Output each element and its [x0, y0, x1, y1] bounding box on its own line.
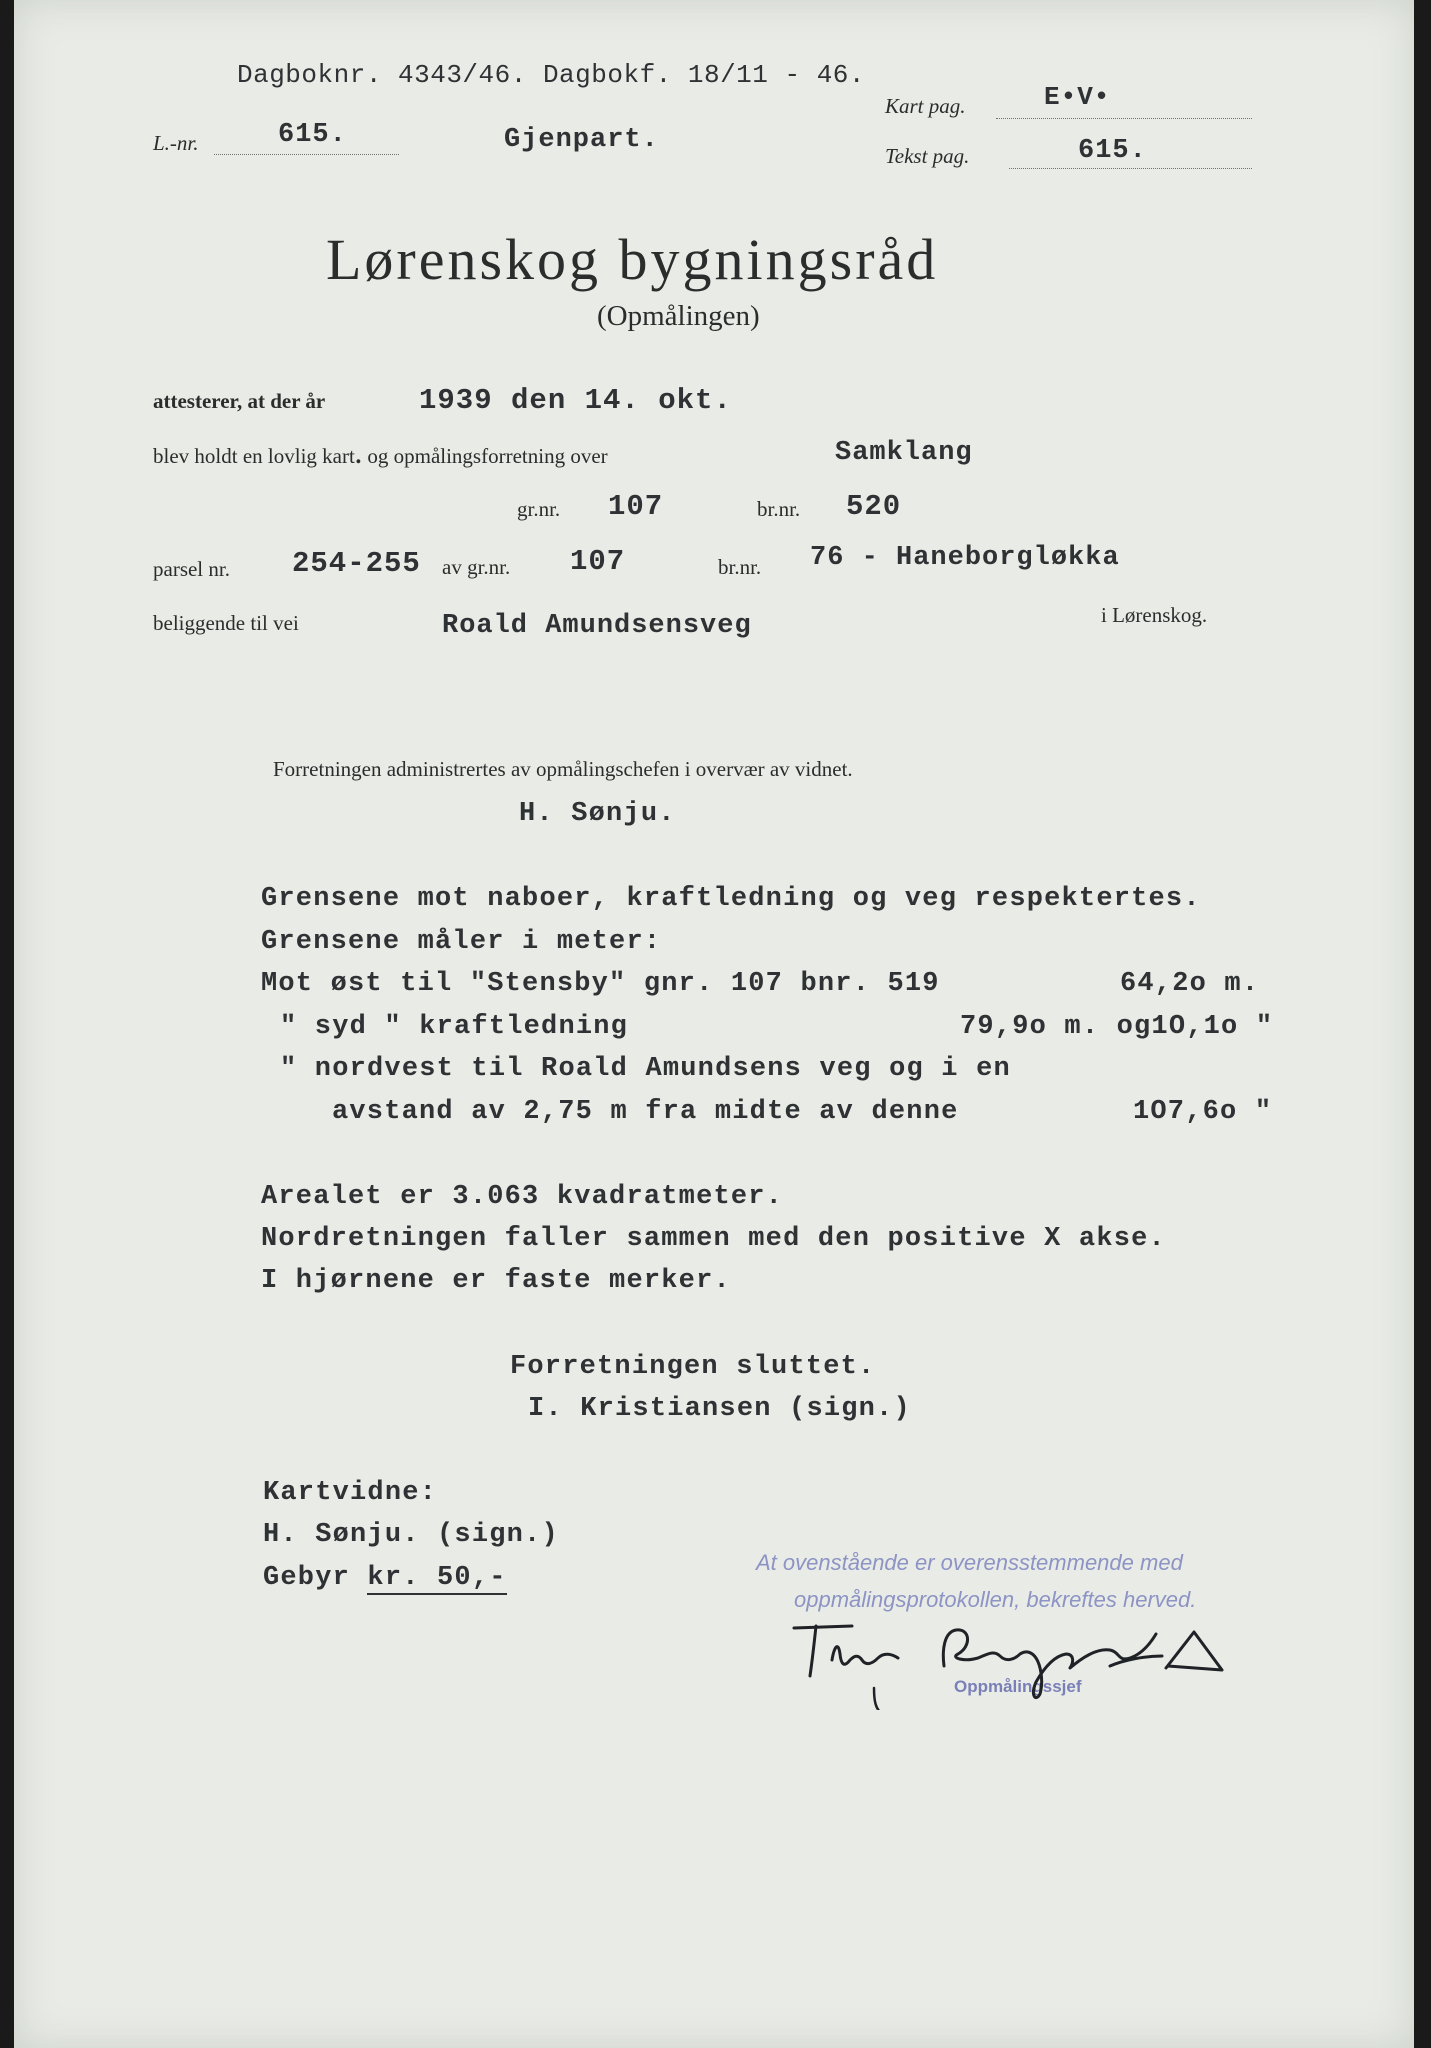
measure-row-1-text: Mot øst til "Stensby" gnr. 107 bnr. 519 — [261, 969, 940, 999]
parsel-label: parsel nr. — [153, 557, 230, 581]
corners-line: I hjørnene er faste merker. — [261, 1266, 731, 1296]
measure-row-2-value: 79,9o m. og1O,1o " — [960, 1012, 1274, 1042]
closing-ended: Forretningen sluttet. — [510, 1352, 876, 1382]
municipality-suffix: i Lørenskog. — [1101, 603, 1208, 627]
brnr-label: br.nr. — [757, 497, 801, 521]
stamp-line-2: oppmålingsprotokollen, bekreftes herved. — [794, 1587, 1197, 1612]
measure-row-4-value: 1O7,6o " — [1133, 1097, 1273, 1127]
parsel-value: 254-255 — [292, 547, 421, 580]
measure-row-2-text: " syd " kraftledning — [280, 1012, 629, 1042]
north-line: Nordretningen faller sammen med den positive X akse. — [261, 1224, 1166, 1254]
page-title: Lørenskog bygningsråd — [326, 227, 939, 292]
admin-witness: H. Sønju. — [519, 799, 676, 829]
lnr-label: L.-nr. — [153, 131, 199, 155]
page-subtitle: (Opmålingen) — [597, 300, 760, 332]
body-line-2: Grensene måler i meter: — [261, 927, 662, 957]
grnr-value: 107 — [608, 490, 664, 523]
blev-holdt-text-2: og opmålingsforretning over — [367, 444, 608, 468]
kart-pag-dotline — [996, 118, 1252, 119]
handwritten-signature — [774, 1610, 1314, 1710]
stamp-line-1: At ovenstående er overensstemmende med — [756, 1550, 1183, 1575]
admin-text: Forretningen administrertes av opmålingschefen i overvær av vidnet. — [273, 757, 853, 781]
kart-pag-value: E•V• — [1044, 82, 1111, 112]
kartvidne-signed: H. Sønju. (sign.) — [263, 1520, 559, 1550]
kart-pag-label: Kart pag. — [885, 94, 966, 118]
tekst-pag-value: 615. — [1078, 136, 1147, 166]
blev-holdt-text-1: blev holdt en lovlig kart — [153, 444, 355, 468]
brnr2-value: 76 - Haneborgløkka — [810, 543, 1120, 573]
lnr-dotline — [214, 154, 399, 155]
stamp-office: Oppmålingssjef — [954, 1677, 1082, 1696]
blev-holdt-label — [153, 443, 608, 469]
attest-date-value: 1939 den 14. okt. — [419, 384, 732, 417]
measure-row-4-text: avstand av 2,75 m fra midte av denne — [332, 1097, 959, 1127]
gebyr-value: kr. 50,- — [367, 1563, 507, 1593]
gebyr-label: Gebyr — [263, 1563, 351, 1593]
attest-label-text: attesterer, at der år — [153, 389, 326, 413]
property-name-value: Samklang — [835, 438, 973, 468]
beliggende-label: beliggende til vei — [153, 611, 299, 635]
tekst-pag-label: Tekst pag. — [885, 144, 970, 168]
av-grnr-label: av gr.nr. — [442, 555, 511, 579]
attest-label — [153, 389, 325, 414]
brnr2-label: br.nr. — [718, 555, 762, 579]
dagbok-line: Dagboknr. 4343/46. Dagbokf. 18/11 - 46. — [237, 60, 865, 90]
kartvidne-label: Kartvidne: — [263, 1478, 438, 1508]
gjenpart-label: Gjenpart. — [504, 125, 659, 155]
area-line: Arealet er 3.063 kvadratmeter. — [261, 1182, 784, 1212]
measure-row-1-value: 64,2o m. — [1120, 969, 1260, 999]
road-name-value: Roald Amundsensveg — [442, 611, 752, 641]
gebyr-line — [263, 1563, 507, 1593]
brnr-value: 520 — [846, 490, 902, 523]
grnr-label: gr.nr. — [517, 497, 561, 521]
document-page — [14, 0, 1414, 2048]
closing-signed: I. Kristiansen (sign.) — [528, 1394, 911, 1424]
body-line-1: Grensene mot naboer, kraftledning og veg respektertes. — [261, 884, 1201, 914]
lnr-value: 615. — [278, 120, 347, 150]
measure-row-3-text: " nordvest til Roald Amundsens veg og i en — [280, 1054, 1011, 1084]
blev-holdt-separator: ․ — [354, 444, 363, 468]
tekst-pag-dotline — [1009, 168, 1252, 169]
av-grnr-value: 107 — [570, 545, 626, 578]
